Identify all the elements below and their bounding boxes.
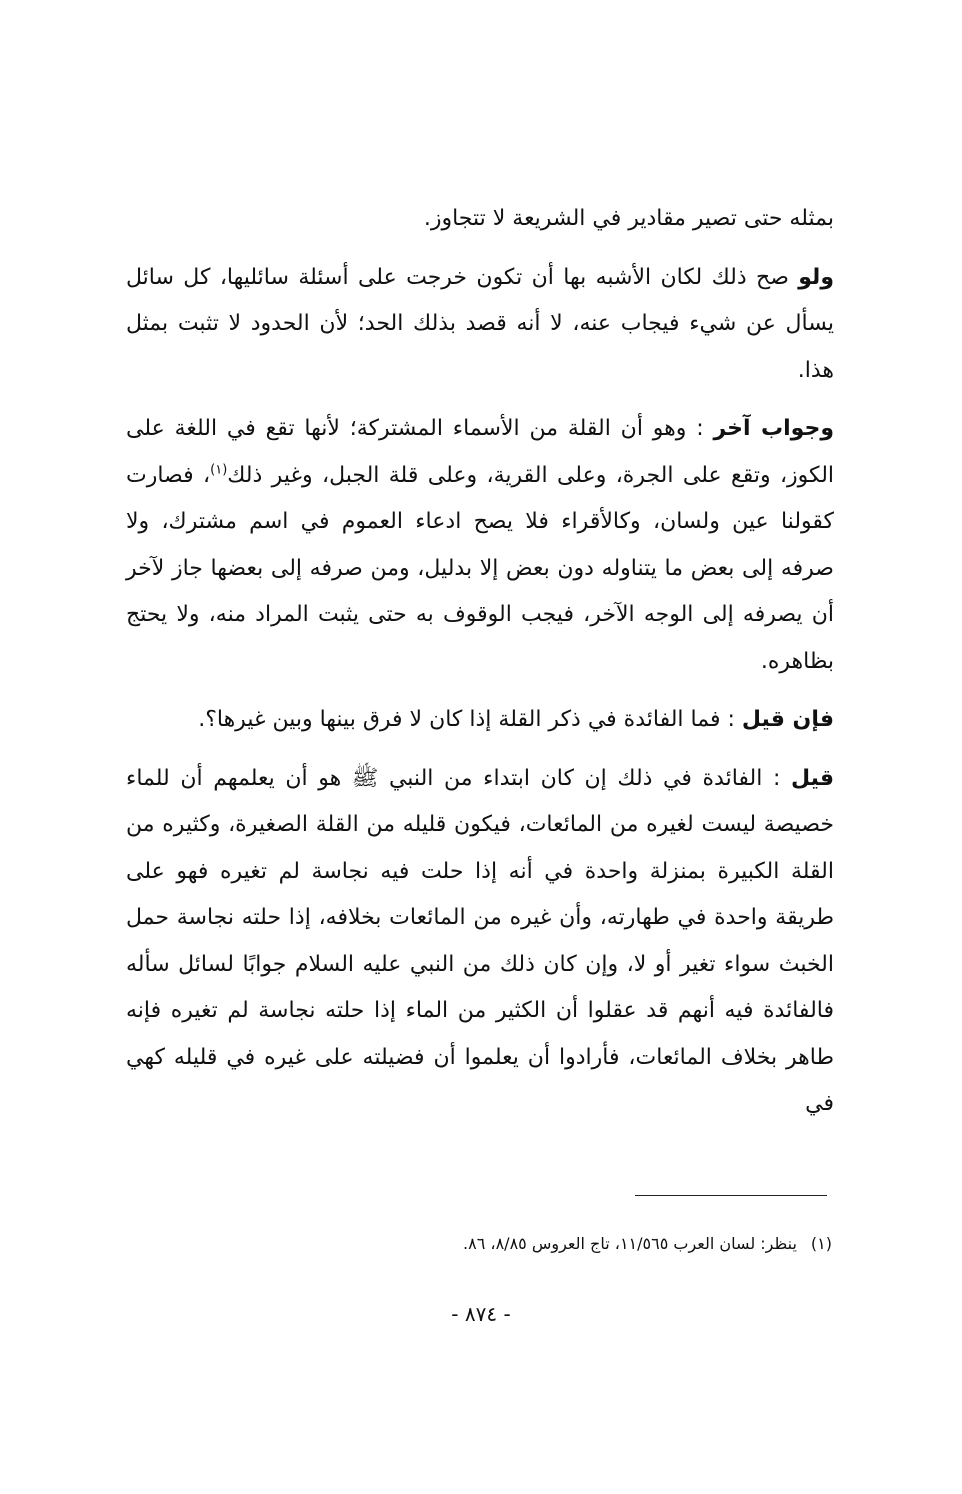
paragraph-lead: قيل	[790, 765, 834, 791]
footnote-text: ينظر: لسان العرب ١١/٥٦٥، تاج العروس ٨/٨٥، ٨٦.	[463, 1234, 797, 1253]
paragraph-4	[126, 697, 834, 744]
paragraph-lead: ولو	[798, 264, 834, 290]
paragraph-lead: وجواب آخر	[713, 416, 835, 441]
footnote-divider	[635, 1195, 827, 1196]
paragraph-text: بمثله حتى تصير مقادير في الشريعة لا تتجاوز.	[423, 206, 834, 231]
footnote-number: (١)	[810, 1234, 832, 1253]
paragraph-5	[126, 756, 834, 1128]
paragraph-text-continued: ، فصارت كقولنا عين ولسان، وكالأقراء فلا يصح ادعاء العموم في اسم مشترك، ولا صرفه إلى بعض ما يتناوله دون بعض إلا بدليل، ومن صرفه إلى بعضها جاز لآخر أن يصرفه إلى الوجه الآخر، فيجب الوقوف به حتى يثبت المراد منه، ولا يحتج بظاهره.	[126, 462, 834, 674]
page-number: - ٨٧٤ -	[451, 1302, 511, 1326]
paragraph-text: صح ذلك لكان الأشبه بها أن تكون خرجت على أسئلة سائليها، كل سائل يسأل عن شيء فيجاب عنه، لا أنه قصد بذلك الحد؛ لأن الحدود لا تثبت بمثل هذا.	[126, 264, 834, 383]
paragraph-text: : الفائدة في ذلك إن كان ابتداء من النبي ﷺ هو أن يعلمهم أن للماء خصيصة ليست لغيره من المائعات، فيكون قليله من القلة الصغيرة، وكثيره من القلة الكبيرة بمنزلة واحدة في أنه إذا حلت فيه نجاسة لم تغيره فهو على طريقة واحدة في طهارته، وأن غيره من المائعات بخلافه، إذا حلته نجاسة حمل الخبث سواء تغير أو لا، وإن كان ذلك من النبي عليه السلام جوابًا لسائل سأله فالفائدة فيه أنهم قد عقلوا أن الكثير من الماء إذا حلته نجاسة لم تغيره فإنه طاهر بخلاف المائعات، فأرادوا أن يعلموا أن فضيلته على غيره في قليله كهي في	[126, 765, 834, 1116]
footnote-reference: (١)	[210, 462, 228, 478]
main-text	[126, 196, 834, 1140]
paragraph-text: : وهو أن القلة من الأسماء المشتركة؛ لأنها تقع في اللغة على الكوز، وتقع على الجرة، وعلى القرية، وعلى قلة الجبل، وغير ذلك	[126, 416, 835, 488]
paragraph-lead: فإن قيل	[741, 707, 834, 732]
paragraph-text: : فما الفائدة في ذكر القلة إذا كان لا فرق بينها وبين غيرها؟.	[198, 707, 735, 732]
paragraph-1	[126, 196, 834, 243]
footnote	[132, 1232, 832, 1256]
paragraph-3	[126, 406, 834, 685]
paragraph-2	[126, 255, 834, 395]
